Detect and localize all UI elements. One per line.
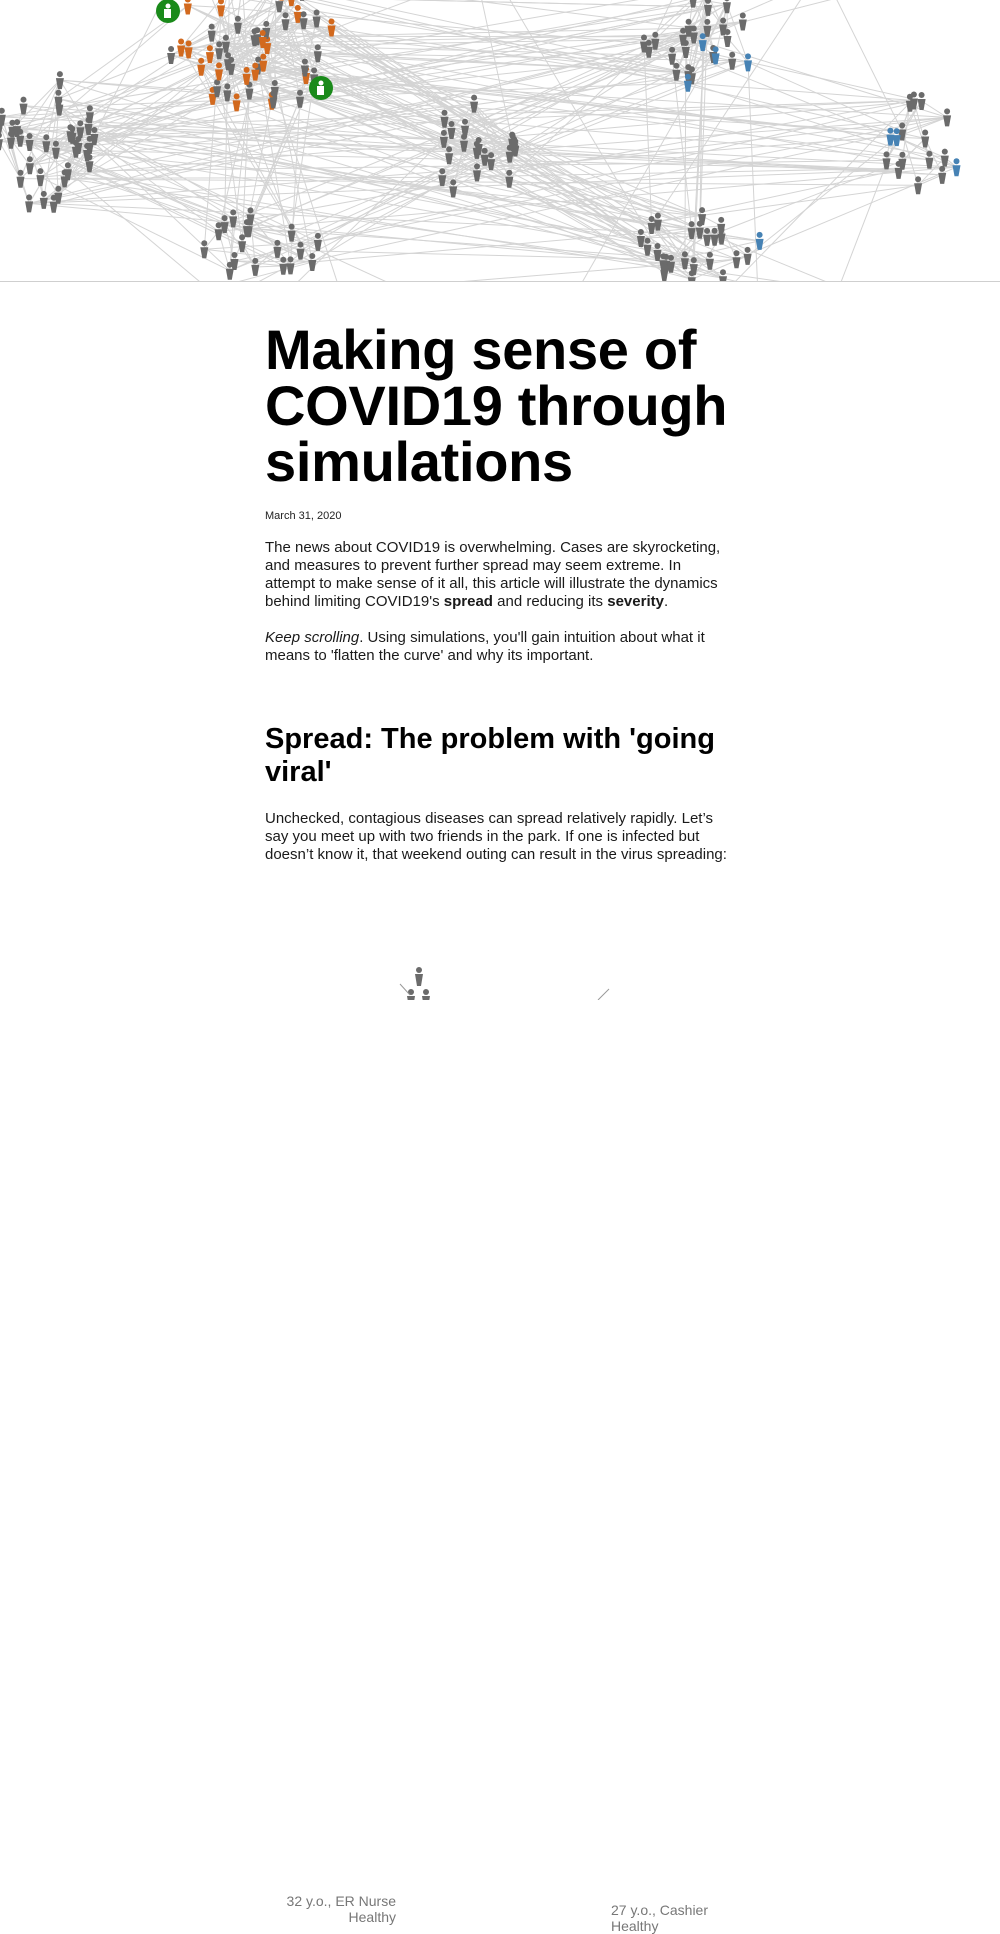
nurse-description: 32 y.o., ER Nurse [287,1893,396,1909]
person-icon [422,989,430,1000]
scroll-text: . Using simulations, you'll gain intuition about what it means to 'flatten the curve' and why its important. [265,629,705,664]
person-icon [251,258,259,276]
network-edge [291,131,903,265]
person-icon [407,989,415,1000]
person-icon [233,93,241,111]
person-icon [668,47,676,65]
person-icon [739,13,747,31]
article-title: Making sense of COVID19 through simulations [265,322,735,490]
person-icon [654,213,662,231]
network-edge [922,101,947,117]
hero-divider [0,281,1000,282]
cashier-label [611,1902,708,1934]
article [265,322,735,864]
people-diagram-graphic [0,940,1000,1000]
article-date: March 31, 2020 [265,510,735,522]
person-icon [448,121,456,139]
person-icon [648,216,656,234]
person-icon [415,967,423,986]
network-edge [40,177,229,271]
person-icon [914,176,922,194]
person-icon [238,234,246,252]
person-icon [226,262,234,280]
intro-spread: spread [444,593,493,610]
intro-text-1: The news about COVID19 is overwhelming. Cases are skyrocketing, and measures to prevent further spread may seem extreme. In attempt to make sense of it all, this article will illustrate the dynamics behind limiting COVID19's [265,539,720,610]
people-diagram [0,940,1000,1000]
person-icon [938,166,946,184]
person-icon [918,92,926,110]
person-icon [328,19,336,37]
person-icon [756,232,764,250]
person-icon [215,222,223,240]
person-icon [744,53,752,71]
person-icon [25,194,33,212]
intro-severity: severity [607,593,664,610]
network-edge [255,266,283,267]
person-icon [953,158,961,176]
person-icon [706,252,714,270]
label-pointer [598,989,609,1000]
person-icon [36,168,44,186]
network-edge [68,171,723,278]
person-icon [660,263,668,281]
person-icon [883,151,891,169]
person-icon [20,97,28,115]
person-icon [744,247,752,265]
person-icon [895,161,903,179]
intro-paragraph [265,539,735,611]
hospitalized-person-icon [309,76,333,100]
person-icon [711,228,719,246]
person-icon [684,74,692,92]
scroll-paragraph [265,629,735,665]
person-icon [177,39,185,57]
person-icon [184,0,192,15]
person-icon [733,250,741,268]
person-icon [279,257,287,275]
section-paragraph: Unchecked, contagious diseases can spread relatively rapidly. Let’s say you meet up with two friends in the park. If one is infected but doesn’t know it, that weekend outing can result in the virus spreading: [265,810,735,864]
person-icon [308,253,316,271]
person-icon [200,240,208,258]
hospitalized-person-icon [156,0,180,23]
intro-text-2: and reducing its [493,593,607,610]
network-edge [727,38,748,62]
person-icon [438,168,446,186]
network-edge [204,249,312,262]
scroll-emphasis: Keep scrolling [265,629,359,646]
network-edge [827,0,902,131]
intro-text-3: . [664,593,668,610]
person-icon [703,228,711,246]
nurse-label [287,1893,396,1925]
person-icon [724,29,732,47]
section-heading-spread: Spread: The problem with 'going viral' [265,723,735,789]
cashier-status: Healthy [611,1918,708,1934]
person-icon [40,191,48,209]
person-icon [449,179,457,197]
person-icon [167,46,175,64]
label-pointer [400,984,410,995]
nurse-status: Healthy [287,1909,396,1925]
network-graph [0,0,1000,281]
network-simulation-hero [0,0,1000,281]
person-icon [26,156,34,174]
person-icon [215,62,223,80]
network-edge [90,163,234,218]
cashier-description: 27 y.o., Cashier [611,1902,708,1918]
person-icon [287,256,295,274]
person-icon [943,108,951,126]
